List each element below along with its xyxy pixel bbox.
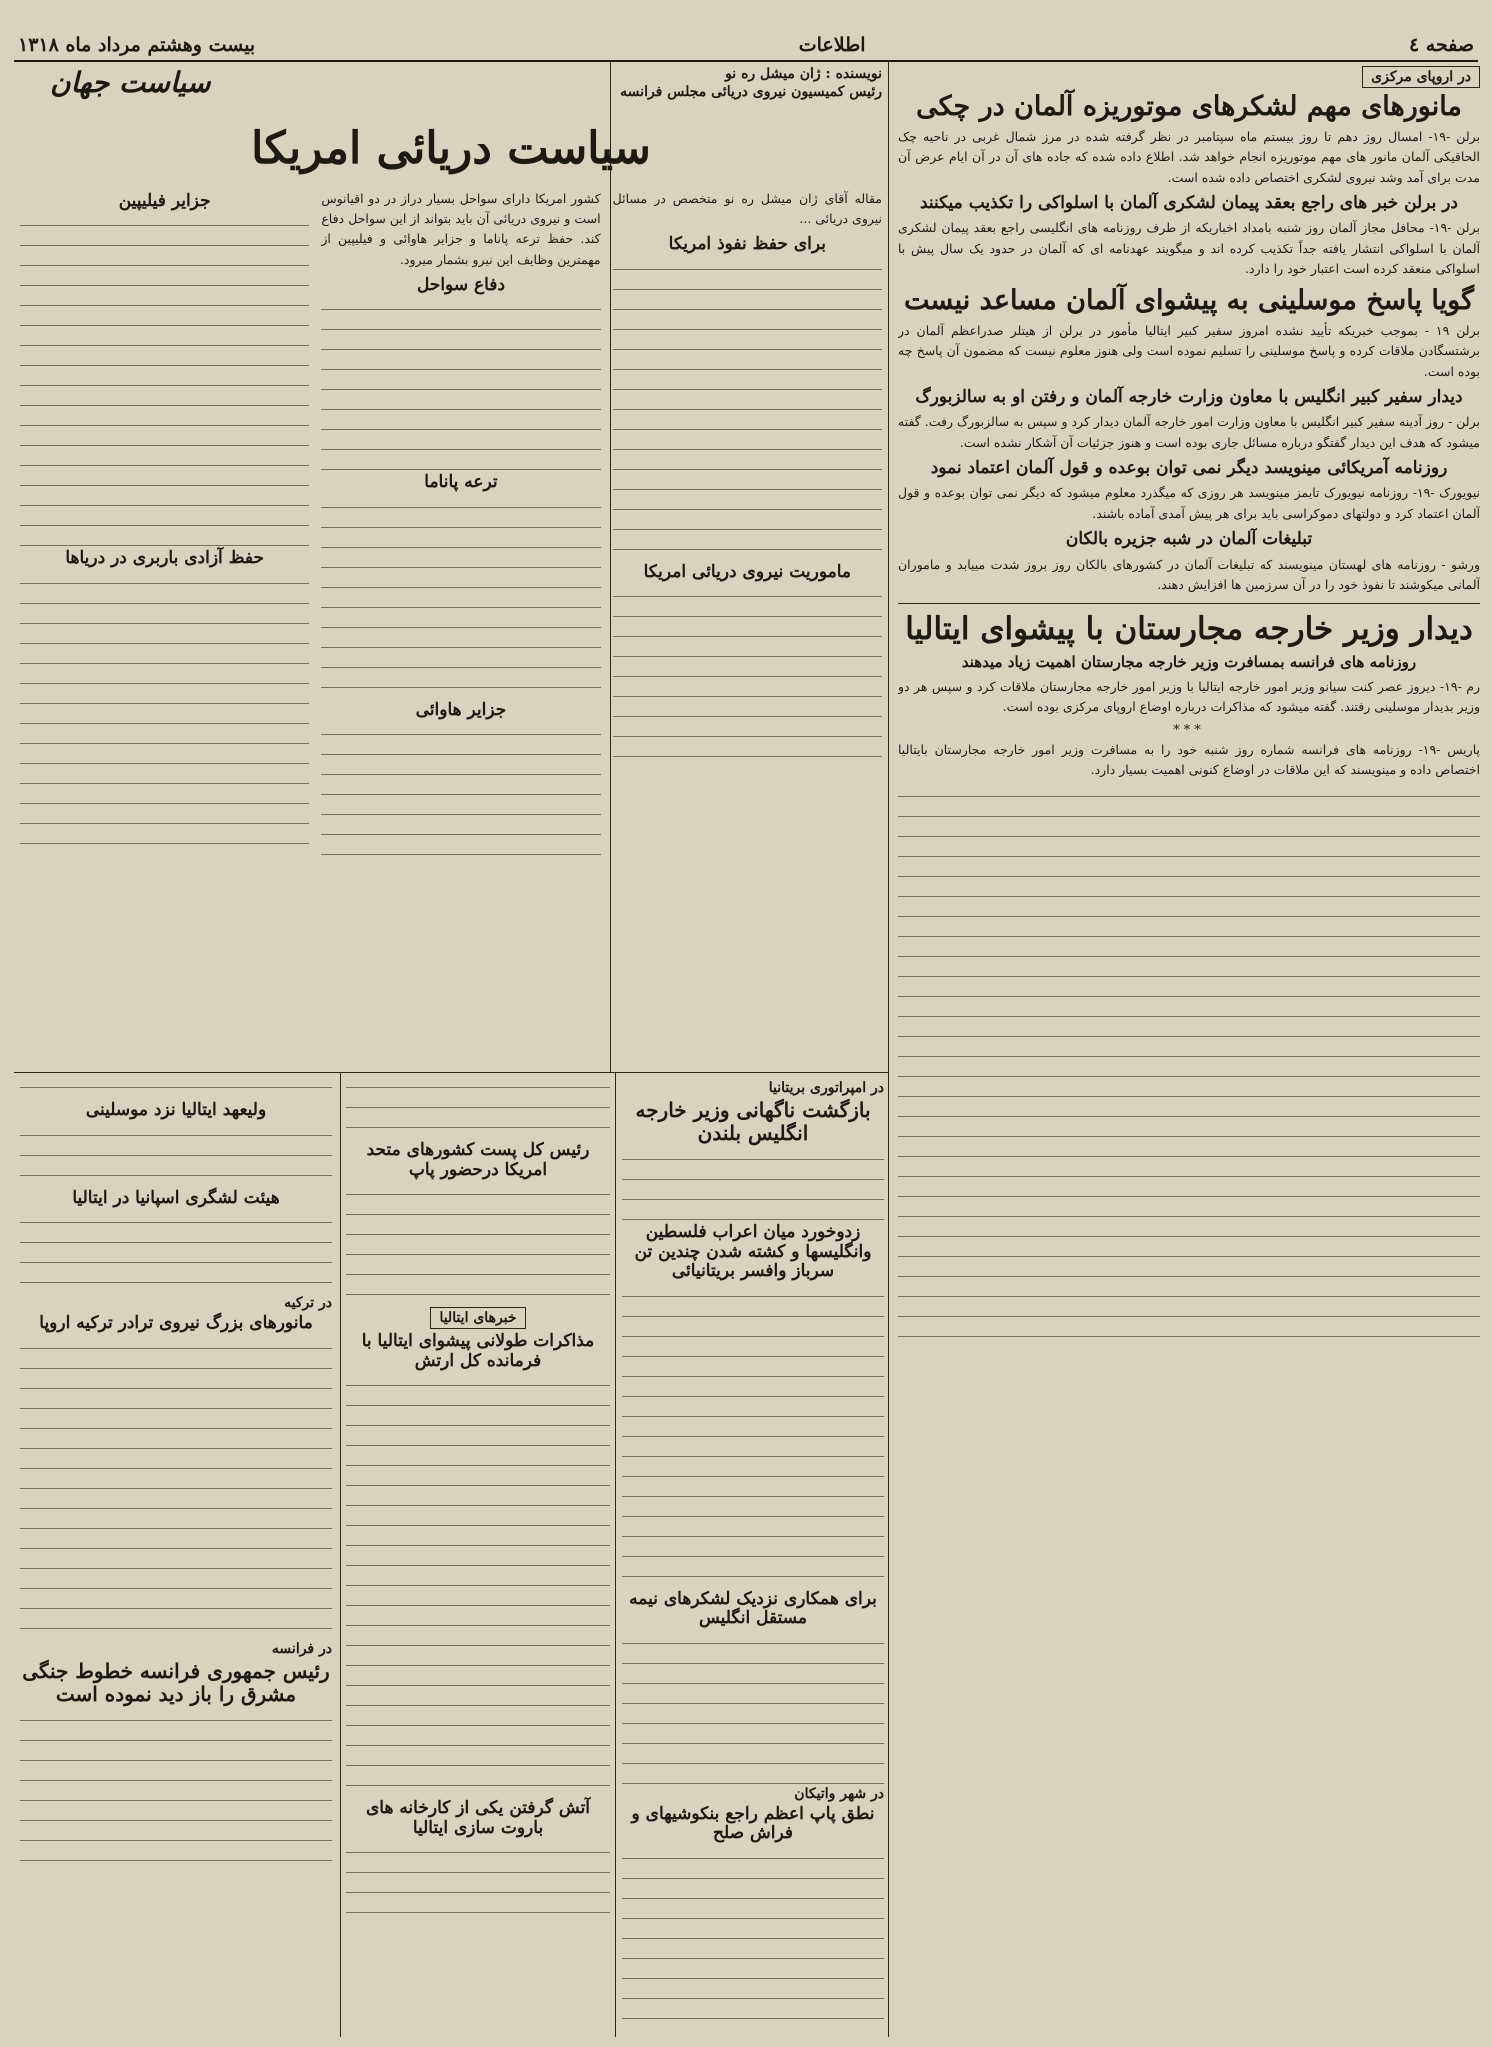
issue-date: بیست وهشتم مرداد ماه ۱۳۱۸ <box>18 34 256 56</box>
section-divider-stars: *** <box>1173 723 1205 739</box>
author-line: نویسنده : ژان میشل ره نو <box>725 66 882 82</box>
headline-maneuvers: مانورهای مهم لشکرهای موتوریزه آلمان در چکی <box>916 91 1462 122</box>
paper-name: اطلاعات <box>798 34 866 56</box>
left-bottom-column <box>20 1078 332 2036</box>
headline-palestine: زدوخورد میان اعراب فلسطین وانگلیسها و کشته شدن چندین تن سرباز وافسر بریتانیائی <box>634 1222 872 1282</box>
page-number: صفحه ٤ <box>1408 34 1474 56</box>
headline-usa-post: رئیس کل پست کشورهای متحد امریکا درحضور پاپ <box>366 1140 590 1180</box>
headline-pope: نطق پاپ اعظم راجع بنکوشیهای و فراش صلح <box>631 1803 875 1844</box>
subhead-philippines: جزایر فیلیپین <box>118 190 211 211</box>
headline-mussolini-reply: گویا پاسخ موسلینی به پیشوای آلمان مساعد نیست <box>904 285 1474 317</box>
headline-turkey: مانورهای بزرگ نیروی ترادر ترکیه اروپا <box>39 1313 313 1334</box>
section-label-turkey: در ترکیه <box>284 1295 332 1312</box>
headline-italy-leader: ولیعهد ایتالیا نزد موسلینی <box>85 1100 267 1120</box>
headline-ambassador: دیدار سفیر کبیر انگلیس با معاون وزارت خارجه آلمان و رفتن او به سالزبورگ <box>915 386 1463 407</box>
headline-naval-policy: سیاست دریائی امریکا <box>251 123 651 175</box>
story-berlin-denial: برلن -۱۹- محافل مجاز آلمان روز شنبه بامداد اخباریکه از طرف روزنامه های انگلیسی راجع بعقد پیمان لشکری آلمان با اسلواکی انتشار یافته جداً تکذیب کرده اند و میگویند عهدنامه ای که آلمان در حدود یک سال پیش با اسلواکی منعقد کرده است اعتبار خود را دارد. <box>898 220 1480 276</box>
headline-italy-talks: مذاکرات طولانی پیشوای ایتالیا با فرمانده کل ارتش <box>361 1331 595 1371</box>
siasat-section <box>20 64 882 1064</box>
headline-american-paper: روزنامه آمریکائی مینویسد دیگر نمی توان بوعده و قول آلمان اعتماد نمود <box>930 457 1448 478</box>
body-text: کشور امریکا دارای سواحل بسیار دراز در دو اقیانوس است و نیروی دریائی آن باید بتواند از این سواحل دفاع کند. حفظ ترعه پاناما و جزایر هاوائی و فیلیپین از مهمترین وظایف این نیرو بشمار میرود. <box>321 190 601 267</box>
subhead-coast: دفاع سواحل <box>416 274 506 295</box>
intro-text: مقاله آقای ژان میشل ره نو متخصص در مسائل نیروی دریائی ... <box>612 190 882 227</box>
section-label-siasat: سیاست جهان <box>50 66 211 99</box>
headline-berlin-denial: در برلن خبر های راجع بعقد پیمان لشکری آلمان با اسلواکی را تکذیب میکنند <box>919 192 1458 213</box>
story-ambassador: برلن - روز آدینه سفیر کبیر انگلیس با معاون وزارت امور خارجه آلمان دیدار کرد و سپس به سالزبورگ رفت. گفته میشود که هدف این دیدار گفتگو درباره مسائل جاری بوده است و هنوز جزئیات آن آشکار نشده است. <box>898 414 1480 450</box>
section-label-central-europe: در اروپای مرکزی <box>1362 66 1480 88</box>
headline-cooperation: برای همکاری نزدیک لشکرهای نیمه مستقل انگلیس <box>629 1588 877 1629</box>
headline-spain: هیئت لشگری اسپانیا در ایتالیا <box>72 1187 280 1208</box>
story-balkans: ورشو - روزنامه های لهستان مینویسند که تبلیغات آلمان در کشورهای بالکان روز بروز شدت مییابد و ماموران آلمانی میکوشند تا نفوذ خود را در آن سرزمین ها افزایش دهند. <box>898 556 1480 592</box>
headline-balkans: تبلیغات آلمان در شبه جزیره بالکان <box>1065 528 1313 549</box>
story-paris-press: پاریس -۱۹- روزنامه های فرانسه شماره روز شنبه خود را به مسافرت وزیر امور خارجه مجارستان بایتالیا اختصاص داده و مینویسند که این ملاقات در اوضاع کنونی اهمیت بسیار دارد. <box>898 742 1480 778</box>
section-label-italy-news: خبرهای ایتالیا <box>430 1307 525 1329</box>
masthead <box>14 22 1478 62</box>
headline-return-london: بازگشت ناگهانی وزیر خارجه انگلیس بلندن <box>635 1098 871 1145</box>
headline-hungary-italy: دیدار وزیر خارجه مجارستان با پیشوای ایتالیا <box>905 611 1473 648</box>
headline-fire: آتش گرفتن یکی از کارخانه های باروت سازی ایتالیا <box>365 1798 591 1838</box>
story-maneuvers: برلن -۱۹- امسال روز دهم تا روز بیستم ماه سپتامبر در نظر گرفته شده در مرز شمال غربی در ناحیه چک الحاقیکی آلمان مانور های مهم موتوریزه انجام خواهد شد. اطلاع داده شده که جاده های آن در آن ایام عرض آن مدت برای آمد وشد نیروی لشکری اختصاص داده شده است. <box>898 129 1480 185</box>
subhead-mission: ماموریت نیروی دریائی امریکا <box>643 561 852 582</box>
italy-column <box>346 1078 610 2036</box>
right-column <box>898 64 1480 2036</box>
section-label-vatican: در شهر واتیکان <box>794 1785 884 1802</box>
section-label-france: در فرانسه <box>271 1640 332 1657</box>
headline-france: رئیس جمهوری فرانسه خطوط جنگی مشرق را باز دید نموده است <box>22 1658 330 1706</box>
subhead-influence: برای حفظ نفوذ امریکا <box>668 234 826 255</box>
story-american-paper: نیویورک -۱۹- روزنامه نیویورک تایمز مینویسد هر روزی که میگذرد معلوم میشود که دیگر نمی توان بوعده و قول آلمان اعتماد کرد و دولتهای دموکراسی باید برای هر پیش آمدی آماده باشند. <box>898 485 1480 521</box>
subhead-freedom: حفظ آزادی باربری در دریاها <box>65 548 264 569</box>
author-title: رئیس کمیسیون نیروی دریائی مجلس فرانسه <box>620 84 882 100</box>
filler-text-block <box>898 787 1480 1347</box>
story-hungary-italy: رم -۱۹- دیروز عصر کنت سیانو وزیر امور خارجه ایتالیا با وزیر امور خارجه مجارستان ملاقات کرد و سپس هر دو وزیر بدیدار موسلینی رفتند. گفته میشود که مذاکرات درباره اوضاع اروپای مرکزی بوده است. <box>898 678 1480 714</box>
british-column <box>622 1078 884 2036</box>
subhead-hawaii: جزایر هاوائی <box>415 699 507 720</box>
section-label-british: در امپراتوری بریتانیا <box>768 1080 884 1096</box>
subhead-panama: ترعه پاناما <box>424 472 498 493</box>
story-mussolini-reply: برلن ۱۹ - بموجب خبریکه تأیید نشده امروز سفیر کبیر ایتالیا مأمور در برلن از هیتلر صدراعظم آلمان در برشتسگادن ملاقات کرده و پاسخ موسلینی را تسلیم نموده است ولی هنوز معلوم نیست که مضمون آن پاسخ چه بوده است. <box>898 323 1480 379</box>
subhead-hungary-italy: روزنامه های فرانسه بمسافرت وزیر خارجه مجارستان اهمیت زیاد میدهند <box>961 652 1417 671</box>
